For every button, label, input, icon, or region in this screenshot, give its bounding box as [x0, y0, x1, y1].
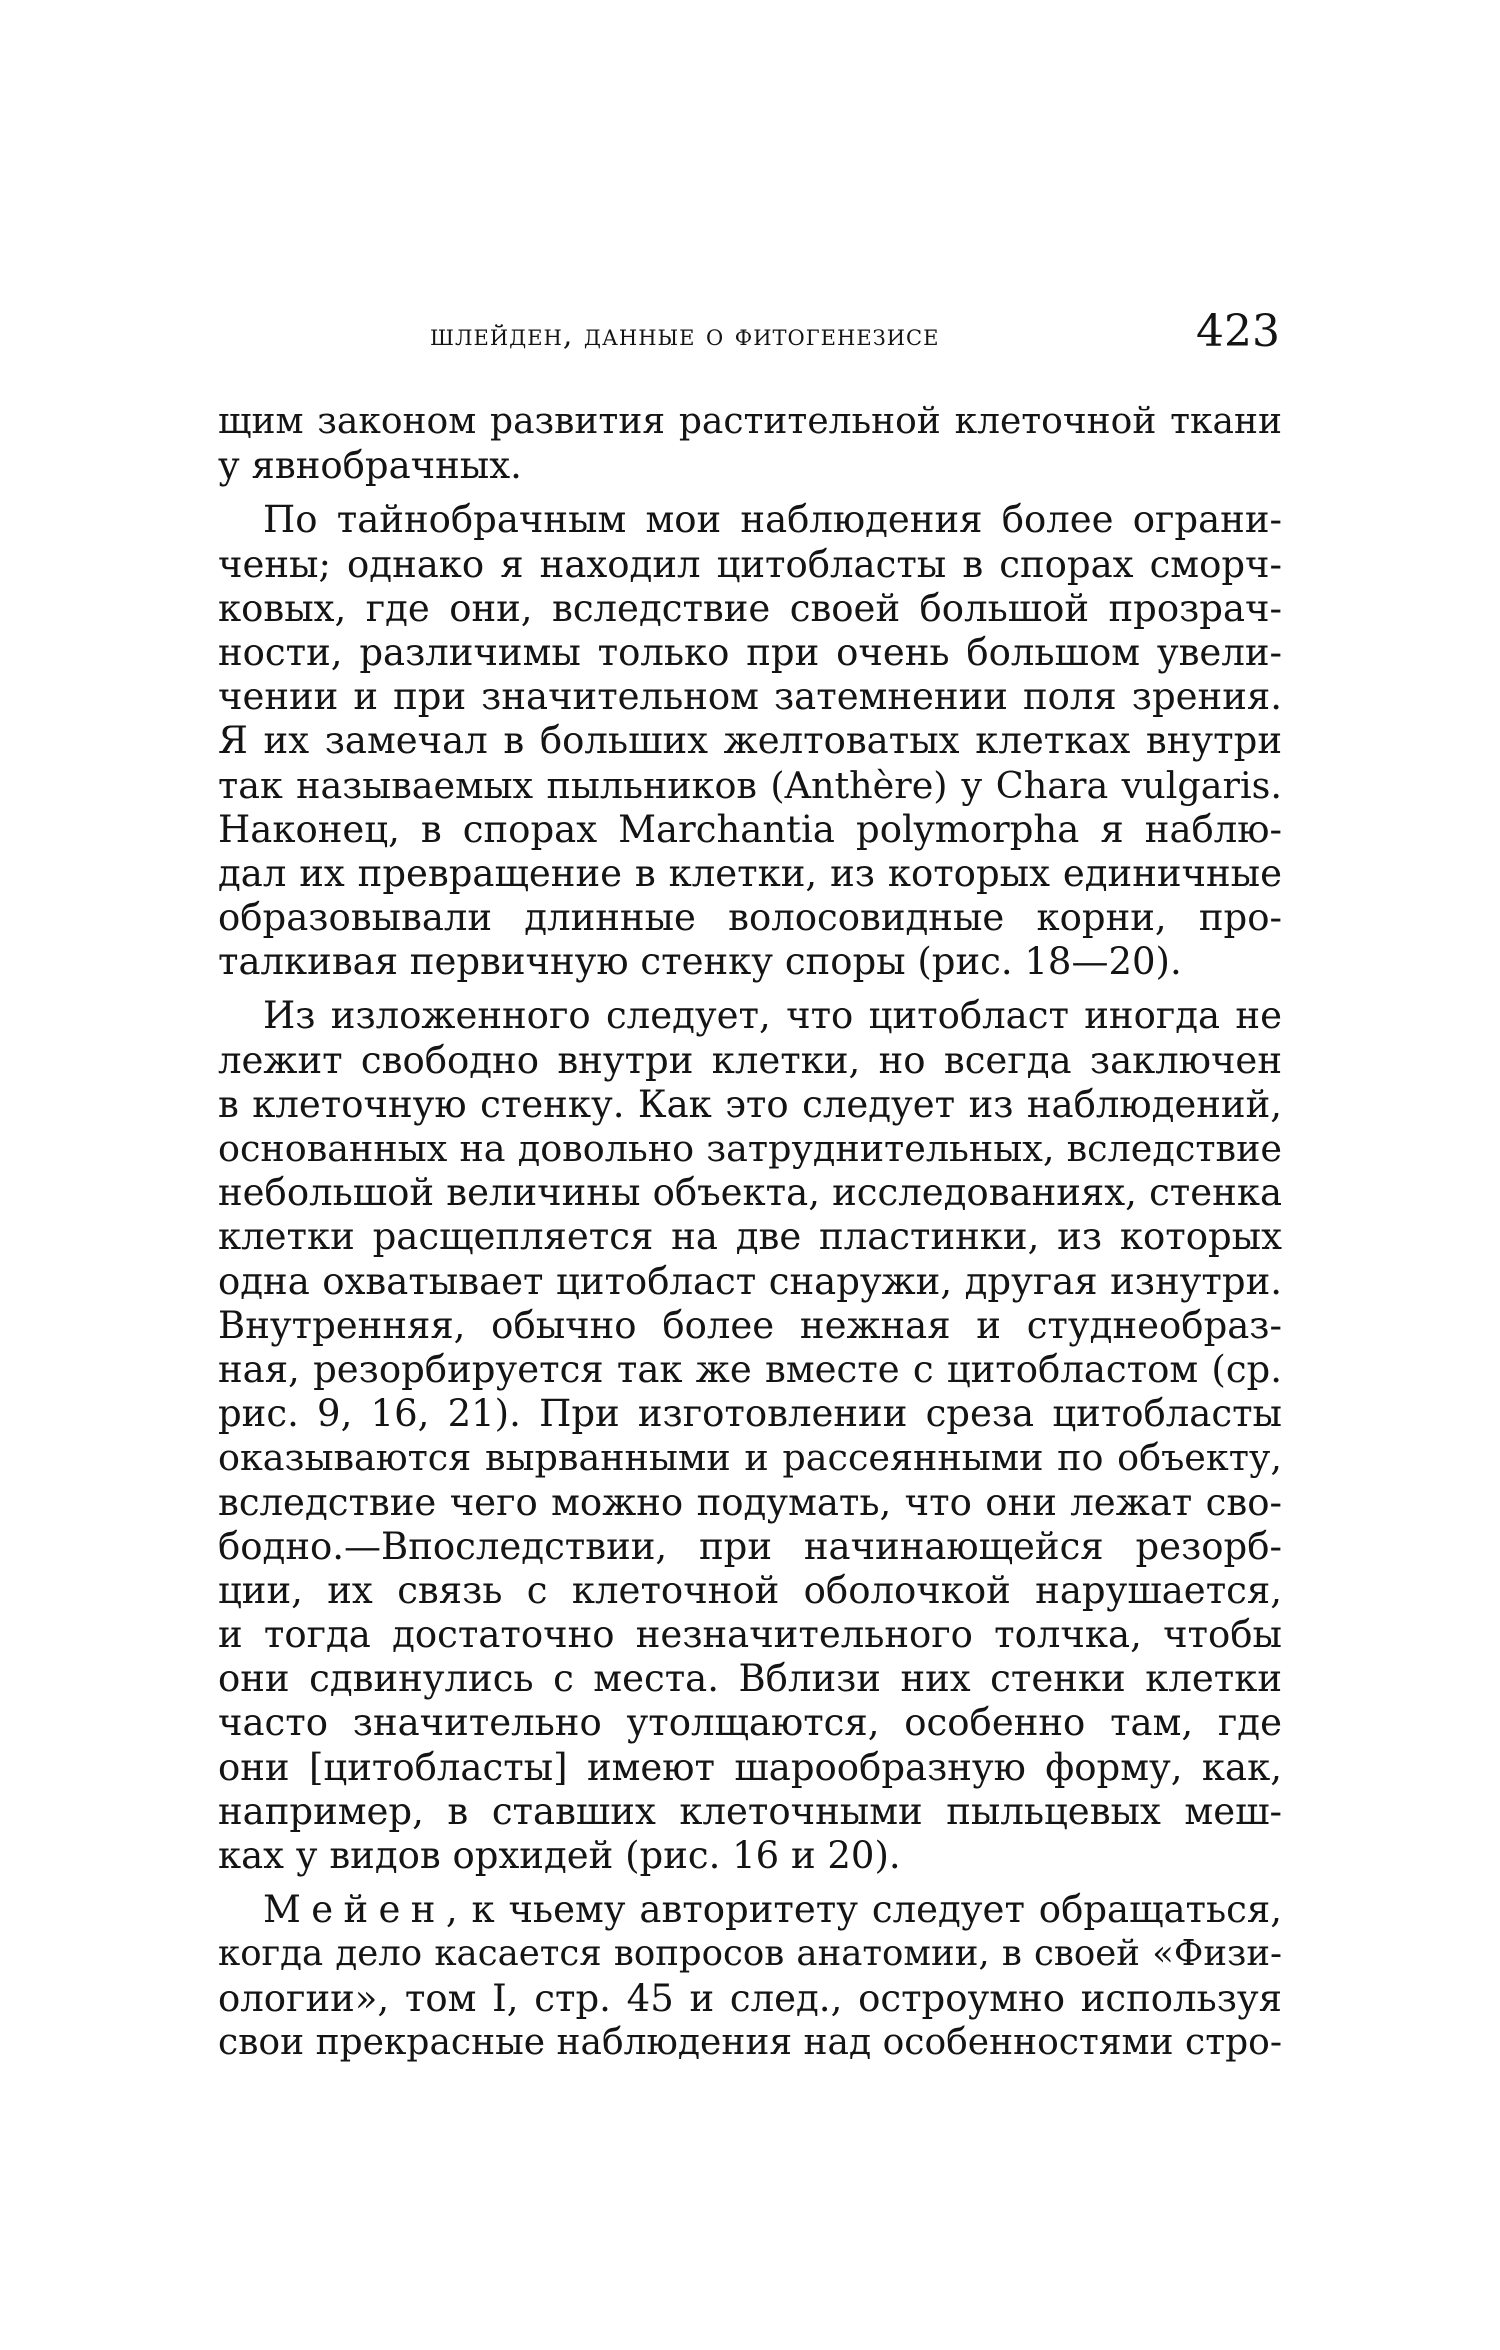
text-line: ковых, где они, вследствие своей большой прозрач- — [218, 586, 1282, 630]
text-line: щим законом развития растительной клеточной ткани — [218, 401, 1282, 442]
text-line: клетки расщепляется на две пластинки, из которых — [218, 1215, 1282, 1259]
text-line: они [цитобласты] имеют шарообразную форму, как, — [218, 1745, 1282, 1789]
text-line: оказываются вырванными и рассеянными по объекту, — [218, 1436, 1282, 1480]
text-line: ная, резорбируется так же вместе с цитобластом (ср. — [218, 1347, 1282, 1391]
text-line: По тайнобрачным мои наблюдения более ограни- — [263, 498, 1282, 542]
running-title: шлейден, данные о фитогенезисе — [430, 318, 940, 353]
text-line: и тогда достаточно незначительного толчка, чтобы — [218, 1613, 1282, 1657]
text-line: свои прекрасные наблюдения над особенностями стро- — [218, 2021, 1282, 2063]
text-line: так называемых пыльников (Anthère) у Chara vulgaris. — [218, 763, 1282, 807]
text-line: ках у видов орхидей (рис. 16 и 20). — [218, 1834, 901, 1877]
text-line: основанных на довольно затруднительных, вследствие — [218, 1127, 1282, 1170]
text-line: образовывали длинные волосовидные корни, про- — [218, 896, 1282, 940]
text-line: ологии», том I, стр. 45 и след., остроумно используя — [218, 1976, 1282, 2020]
text-line: бодно.—Впоследствии, при начинающейся резорб- — [218, 1524, 1282, 1568]
text-line: небольшой величины объекта, исследованиях, стенка — [218, 1171, 1282, 1215]
text-line — [218, 1888, 1282, 1932]
text-line: чении и при значительном затемнении поля зрения. — [218, 675, 1282, 719]
spaced-author-name: Мейен — [263, 1888, 446, 1932]
body-text — [218, 400, 1282, 2065]
text-line: ности, различимы только при очень большом увели- — [218, 630, 1282, 674]
text-line: дал их превращение в клетки, из которых единичные — [218, 851, 1282, 895]
text-line: Внутренняя, обычно более нежная и студнеобраз- — [218, 1303, 1282, 1347]
text-line: в клеточную стенку. Как это следует из наблюдений, — [218, 1082, 1282, 1126]
text-line: когда дело касается вопросов анатомии, в своей «Физи- — [218, 1933, 1282, 1975]
text-line: чены; однако я находил цитобласты в спорах сморч- — [218, 542, 1282, 586]
text-line: ции, их связь с клеточной оболочкой нарушается, — [218, 1568, 1282, 1612]
text-line-rest: , к чьему авторитету следует обращаться, — [445, 1888, 1282, 1932]
text-line: они сдвинулись с места. Вблизи них стенки клетки — [218, 1657, 1282, 1701]
running-head — [430, 300, 1280, 370]
text-line: Наконец, в спорах Marchantia polymorpha я наблю- — [218, 807, 1282, 851]
page-number: 423 — [1196, 306, 1280, 357]
text-line: рис. 9, 16, 21). При изготовлении среза цитобласты — [218, 1392, 1282, 1436]
text-line: лежит свободно внутри клетки, но всегда заключен — [218, 1038, 1282, 1082]
text-line: например, в ставших клеточными пыльцевых меш- — [218, 1789, 1282, 1833]
text-line: одна охватывает цитобласт снаружи, другая изнутри. — [218, 1259, 1282, 1303]
text-line: талкивая первичную стенку споры (рис. 18—20). — [218, 940, 1182, 984]
text-line: Из изложенного следует, что цитобласт иногда не — [263, 994, 1282, 1038]
text-line: Я их замечал в больших желтоватых клетках внутри — [218, 719, 1282, 763]
text-line: часто значительно утолщаются, особенно там, где — [218, 1701, 1282, 1745]
text-line: у явнобрачных. — [218, 444, 522, 488]
text-line: вследствие чего можно подумать, что они лежат сво- — [218, 1480, 1282, 1524]
